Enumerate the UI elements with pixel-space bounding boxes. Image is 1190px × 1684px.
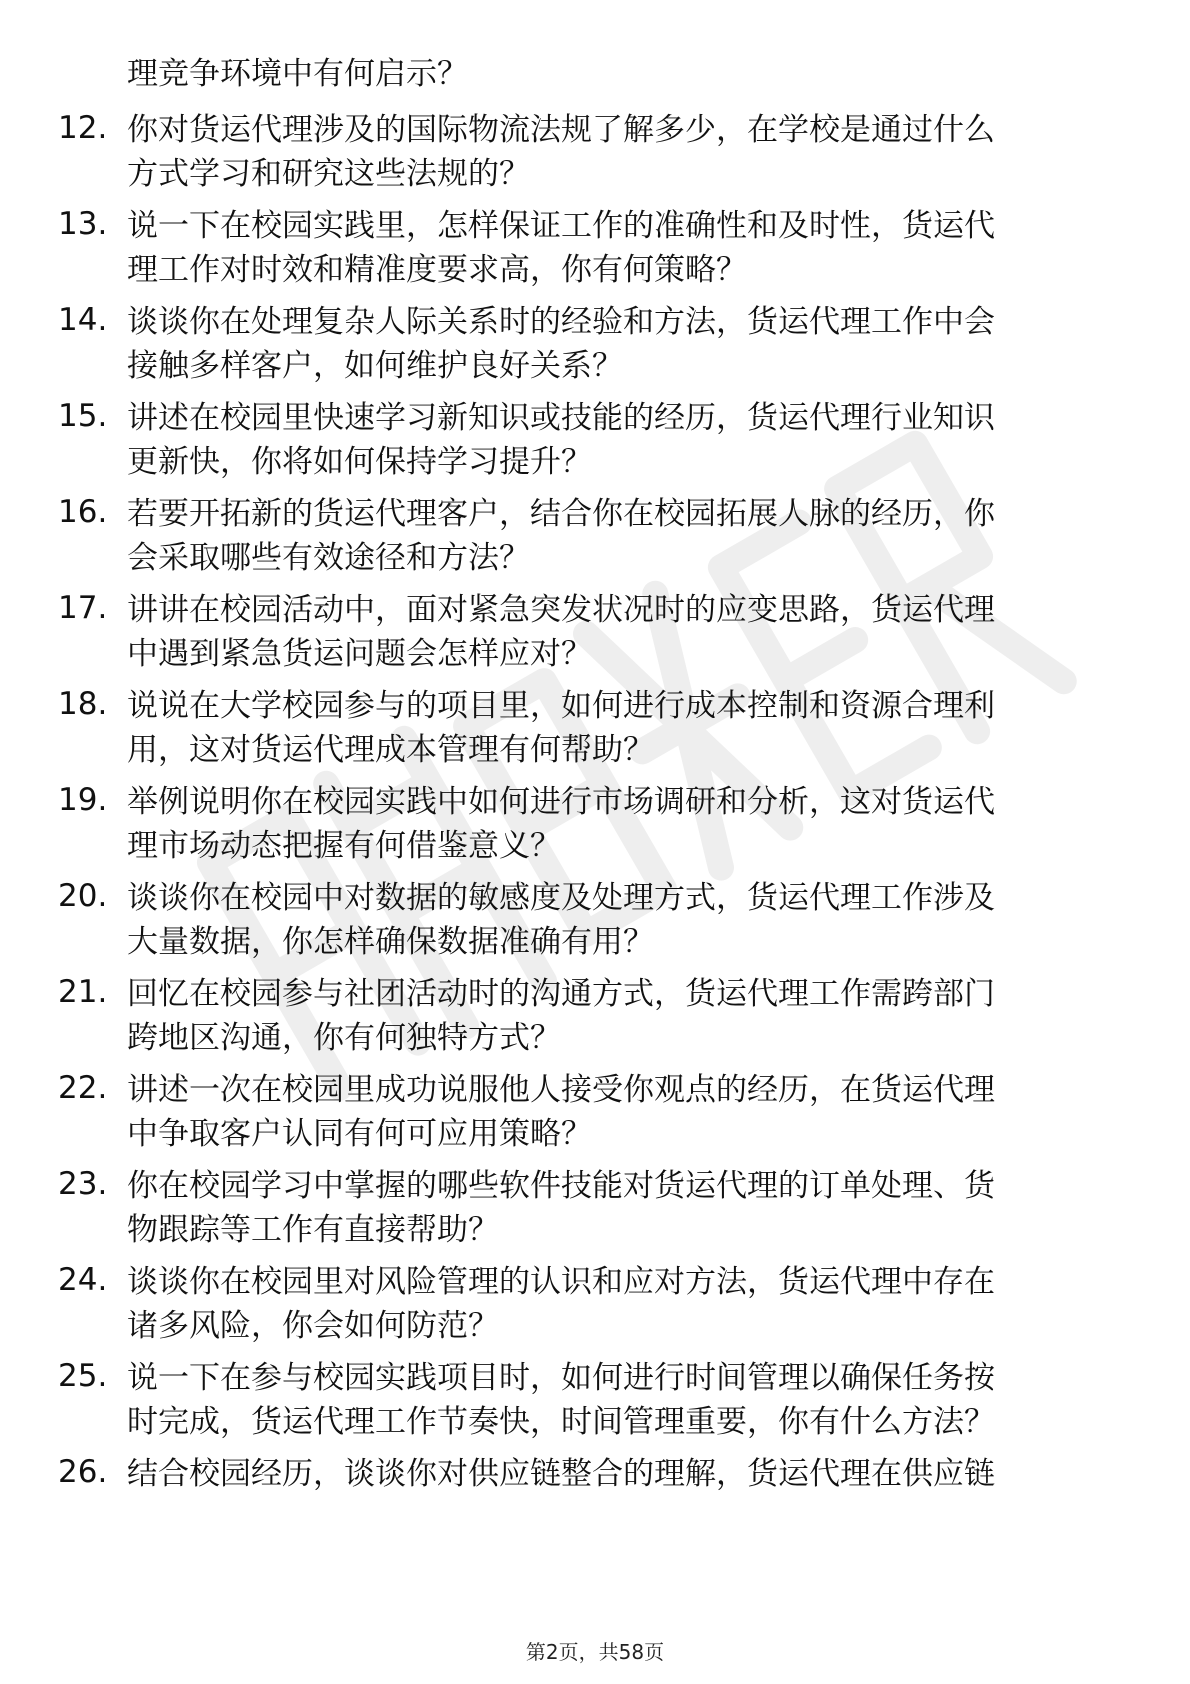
question-number: 15. [58, 398, 108, 434]
question-text-line: 谈谈你在校园中对数据的敏感度及处理方式，货运代理工作涉及 [127, 880, 995, 916]
question-text [127, 588, 1127, 676]
question-number: 23. [58, 1166, 108, 1202]
question-text [127, 1260, 1127, 1348]
question-number: 17. [58, 590, 108, 626]
question-text [127, 396, 1127, 484]
question-text-line: 谈谈你在处理复杂人际关系时的经验和方法，货运代理工作中会 [127, 304, 995, 340]
question-number: 20. [58, 878, 108, 914]
question-text-line: 诸多风险，你会如何防范？ [127, 1308, 499, 1344]
question-text [127, 300, 1127, 388]
question-text [127, 684, 1127, 772]
question-text-line: 讲述在校园里快速学习新知识或技能的经历，货运代理行业知识 [127, 400, 995, 436]
question-text-line: 说一下在参与校园实践项目时，如何进行时间管理以确保任务按 [127, 1360, 995, 1396]
question-text-line: 若要开拓新的货运代理客户，结合你在校园拓展人脉的经历，你 [127, 496, 995, 532]
question-text [127, 876, 1127, 964]
question-text [127, 780, 1127, 868]
question-text-line: 中遇到紧急货运问题会怎样应对？ [127, 636, 592, 672]
question-text-line: 你在校园学习中掌握的哪些软件技能对货运代理的订单处理、货 [127, 1168, 995, 1204]
question-text-line: 说一下在校园实践里，怎样保证工作的准确性和及时性，货运代 [127, 208, 995, 244]
question-number: 24. [58, 1262, 108, 1298]
question-text-line: 物跟踪等工作有直接帮助？ [127, 1212, 499, 1248]
question-text [127, 492, 1127, 580]
question-text [127, 1164, 1127, 1252]
question-text-line: 更新快，你将如何保持学习提升？ [127, 444, 592, 480]
question-number: 25. [58, 1358, 108, 1394]
question-text-line: 接触多样客户，如何维护良好关系？ [127, 348, 623, 384]
question-text-line: 理市场动态把握有何借鉴意义？ [127, 828, 561, 864]
question-number: 16. [58, 494, 108, 530]
question-text-line: 中争取客户认同有何可应用策略？ [127, 1116, 592, 1152]
question-number: 14. [58, 302, 108, 338]
question-text-line: 举例说明你在校园实践中如何进行市场调研和分析，这对货运代 [127, 784, 995, 820]
question-text-line: 讲讲在校园活动中，面对紧急突发状况时的应变思路，货运代理 [127, 592, 995, 628]
question-number: 18. [58, 686, 108, 722]
question-number: 12. [58, 110, 108, 146]
question-text-line: 谈谈你在校园里对风险管理的认识和应对方法，货运代理中存在 [127, 1264, 995, 1300]
question-number: 13. [58, 206, 108, 242]
continued-question-text: 理竞争环境中有何启示？ [127, 56, 468, 92]
question-number: 26. [58, 1454, 108, 1490]
question-text-line: 理工作对时效和精准度要求高，你有何策略？ [127, 252, 747, 288]
question-text-line: 回忆在校园参与社团活动时的沟通方式，货运代理工作需跨部门 [127, 976, 995, 1012]
question-text [127, 1356, 1127, 1444]
question-text-line: 方式学习和研究这些法规的？ [127, 156, 530, 192]
question-text-line: 讲述一次在校园里成功说服他人接受你观点的经历，在货运代理 [127, 1072, 995, 1108]
question-text [127, 204, 1127, 292]
question-number: 19. [58, 782, 108, 818]
question-text-line: 大量数据，你怎样确保数据准确有用？ [127, 924, 654, 960]
question-text-line: 结合校园经历，谈谈你对供应链整合的理解，货运代理在供应链 [127, 1456, 995, 1492]
question-text [127, 108, 1127, 196]
question-text [127, 972, 1127, 1060]
question-text-line: 会采取哪些有效途径和方法？ [127, 540, 530, 576]
question-text-line: 说说在大学校园参与的项目里，如何进行成本控制和资源合理利 [127, 688, 995, 724]
question-text-line: 你对货运代理涉及的国际物流法规了解多少，在学校是通过什么 [127, 112, 995, 148]
question-text-line: 用，这对货运代理成本管理有何帮助？ [127, 732, 654, 768]
question-text-line: 时完成，货运代理工作节奏快，时间管理重要，你有什么方法？ [127, 1404, 995, 1440]
question-number: 21. [58, 974, 108, 1010]
question-text [127, 1452, 1127, 1496]
question-text-line: 跨地区沟通，你有何独特方式？ [127, 1020, 561, 1056]
question-number: 22. [58, 1070, 108, 1106]
page-footer: 第2页，共58页 [525, 1640, 665, 1664]
question-text [127, 1068, 1127, 1156]
